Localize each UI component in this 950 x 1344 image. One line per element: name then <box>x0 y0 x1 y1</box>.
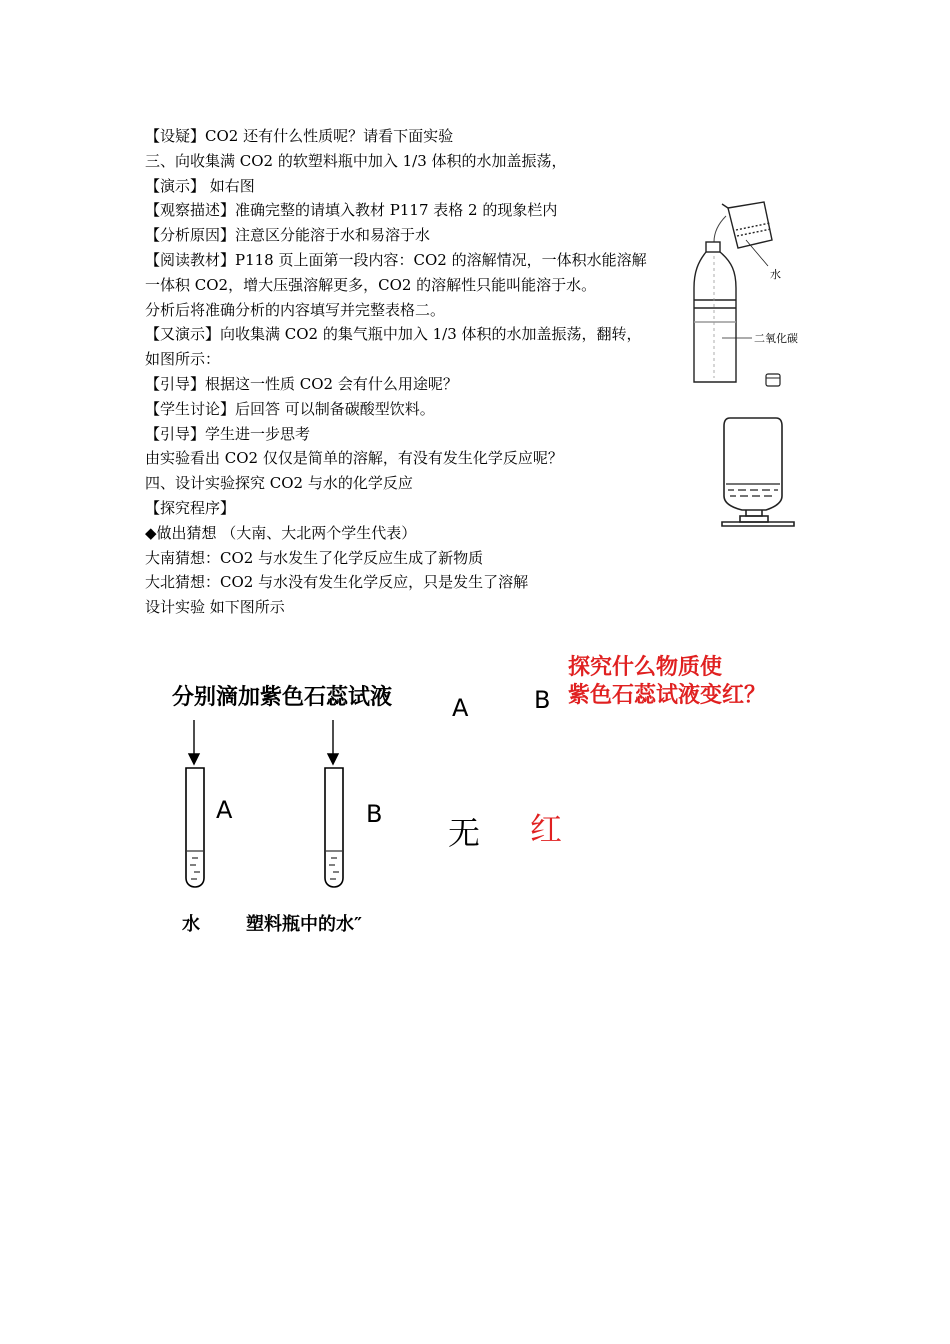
line-section-4: 四、设计实验探究 CO2 与水的化学反应 <box>145 474 413 493</box>
main-text <box>145 124 655 620</box>
arrow-down-icon <box>328 720 338 764</box>
line-design: 设计实验 如下图所示 <box>145 598 285 617</box>
co2-label: 二氧化碳 <box>754 332 798 345</box>
test-tube-b-icon <box>325 768 343 887</box>
line-observe: 【观察描述】准确完整的请填入教材 P117 表格 2 的现象栏内 <box>145 201 558 220</box>
arrow-down-icon <box>189 720 199 764</box>
question-line-1: 探究什么物质使 <box>568 655 723 680</box>
gas-bottle-icon <box>722 418 794 526</box>
water-label: 水 <box>770 268 781 281</box>
result-b: 红 <box>530 810 563 848</box>
tube-b-label: B <box>366 800 383 828</box>
bottle-icon <box>694 242 736 382</box>
caption-water: 水 <box>182 914 200 935</box>
header-b: B <box>534 686 551 714</box>
inverted-gas-bottle-figure <box>716 412 806 534</box>
line-procedure: 【探究程序】 <box>145 498 236 517</box>
line-fill-table: 分析后将准确分析的内容填写并完整表格二。 <box>145 300 446 319</box>
line-hypothesis: ◆做出猜想 （大南、大北两个学生代表） <box>145 523 417 542</box>
line-read: 【阅读教材】P118 页上面第一段内容：CO2 的溶解情况，一体积水能溶解一体积 CO2，增大压强溶解更多，CO2 的溶解性只能叫能溶于水。 <box>145 250 647 294</box>
tube-a-label: A <box>216 796 233 824</box>
question-text <box>568 654 766 710</box>
line-hypothesis-b: 大北猜想：CO2 与水没有发生化学反应，只是发生了溶解 <box>145 573 529 592</box>
line-guide-1: 【引导】根据这一性质 CO2 会有什么用途呢？ <box>145 374 458 393</box>
line-section-3: 三、向收集满 CO2 的软塑料瓶中加入 1/3 体积的水加盖振荡， <box>145 151 567 170</box>
question-line-2: 紫色石蕊试液变红？ <box>568 683 767 708</box>
test-tubes-figure <box>170 718 370 898</box>
line-hypothesis-a: 大南猜想：CO2 与水发生了化学反应生成了新物质 <box>145 548 484 567</box>
caption-bottle-water: 塑料瓶中的水″ <box>246 914 363 935</box>
line-analyze: 【分析原因】注意区分能溶于水和易溶于水 <box>145 226 431 245</box>
result-a: 无 <box>448 814 481 852</box>
line-guide-2: 【引导】学生进一步思考 <box>145 424 311 443</box>
line-discussion: 【学生讨论】后回答 可以制备碳酸型饮料。 <box>145 399 435 418</box>
header-a: A <box>452 694 469 722</box>
line-doubt: 【设疑】CO2 还有什么性质呢？请看下面实验 <box>145 127 454 145</box>
line-demo-2: 【又演示】向收集满 CO2 的集气瓶中加入 1/3 体积的水加盖振荡，翻转，如图所示： <box>145 325 642 369</box>
plastic-bottle-figure <box>690 196 810 388</box>
line-question: 由实验看出 CO2 仅仅是简单的溶解，有没有发生化学反应呢？ <box>145 449 563 468</box>
line-demo: 【演示】 如右图 <box>145 176 255 195</box>
diagram-title: 分别滴加紫色石蕊试液 <box>172 685 393 710</box>
test-tube-a-icon <box>186 768 204 887</box>
